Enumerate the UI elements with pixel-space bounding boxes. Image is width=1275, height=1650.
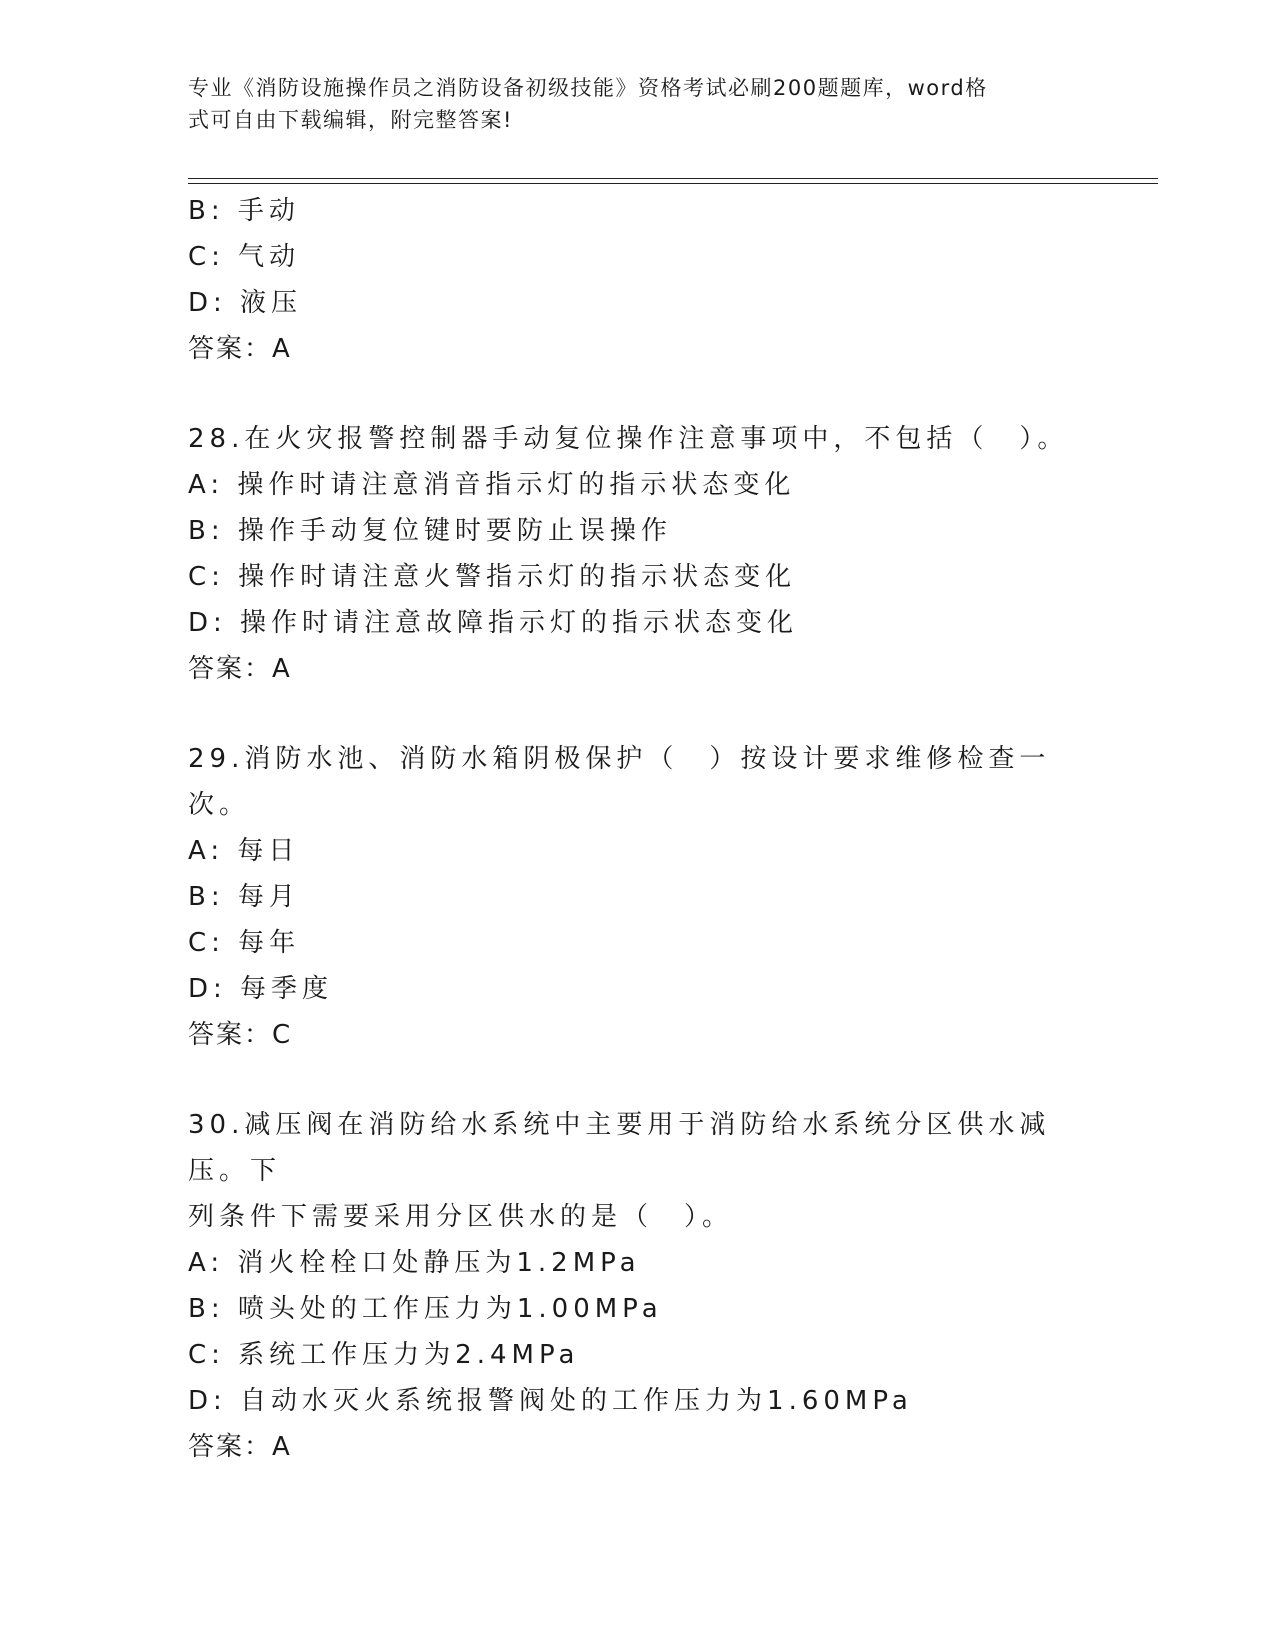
question-text: 29.消防水池、消防水箱阴极保护（ ）按设计要求维修检查一次。 (188, 744, 1051, 820)
question-29 (188, 736, 1108, 1058)
option-a: A: 每日 (188, 836, 300, 866)
question-27-continued (188, 188, 1108, 372)
option-d: D: 自动水灭火系统报警阀处的工作压力为1.60MPa (188, 1386, 913, 1416)
question-text-line-1: 30.减压阀在消防给水系统中主要用于消防给水系统分区供水减压。下 (188, 1110, 1051, 1186)
option-c: C: 气动 (188, 242, 301, 272)
option-b: B: 喷头处的工作压力为1.00MPa (188, 1294, 663, 1324)
header-title-line-1: 专业《消防设施操作员之消防设备初级技能》资格考试必刷200题题库，word格 (188, 76, 988, 100)
answer: 答案：A (188, 1432, 292, 1462)
header-divider (188, 178, 1158, 184)
answer: 答案：A (188, 334, 292, 364)
option-d: D: 操作时请注意故障指示灯的指示状态变化 (188, 608, 799, 638)
question-30 (188, 1102, 1108, 1470)
option-c: C: 操作时请注意火警指示灯的指示状态变化 (188, 562, 797, 592)
answer: 答案：C (188, 1020, 293, 1050)
header-title-line-2: 式可自由下载编辑，附完整答案! (188, 108, 513, 132)
document-header (188, 72, 1088, 136)
question-28 (188, 416, 1108, 692)
answer: 答案：A (188, 654, 292, 684)
spacer (188, 692, 1108, 736)
question-text: 28.在火灾报警控制器手动复位操作注意事项中，不包括（ ）。 (188, 424, 1069, 454)
question-text-line-2: 列条件下需要采用分区供水的是（ ）。 (188, 1202, 734, 1232)
option-a: A: 操作时请注意消音指示灯的指示状态变化 (188, 470, 796, 500)
spacer (188, 372, 1108, 416)
question-list (188, 188, 1108, 1470)
option-b: B: 操作手动复位键时要防止误操作 (188, 516, 672, 546)
option-d: D: 每季度 (188, 974, 334, 1004)
option-b: B: 每月 (188, 882, 300, 912)
option-c: C: 每年 (188, 928, 301, 958)
spacer (188, 1058, 1108, 1102)
option-b: B: 手动 (188, 196, 300, 226)
option-c: C: 系统工作压力为2.4MPa (188, 1340, 580, 1370)
option-a: A: 消火栓栓口处静压为1.2MPa (188, 1248, 641, 1278)
option-d: D: 液压 (188, 288, 303, 318)
